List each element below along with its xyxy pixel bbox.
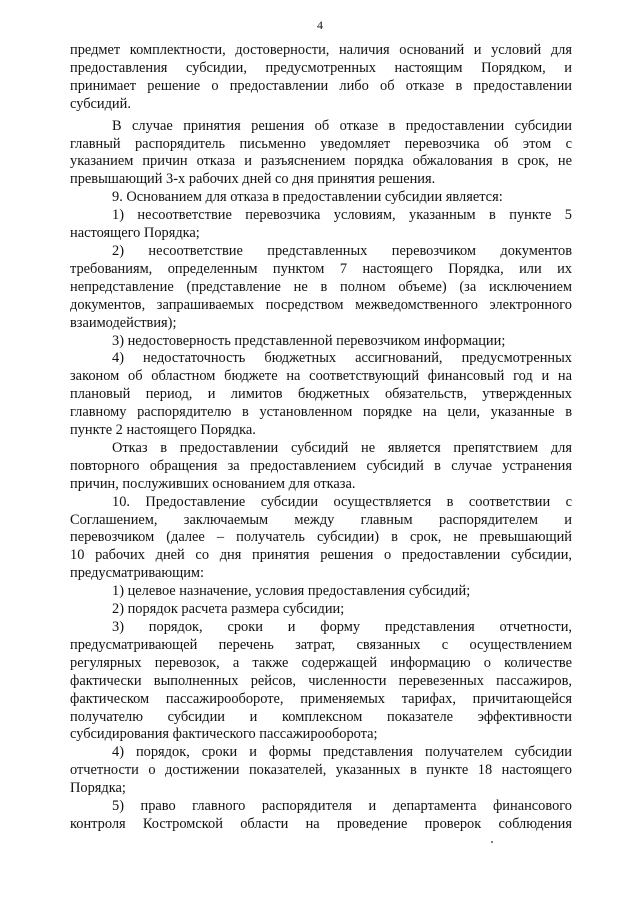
- text-line: Соглашением, заключаемым между главным распорядителем и: [70, 511, 572, 528]
- body-text: [70, 42, 572, 834]
- text-line: 4) недостаточность бюджетных ассигнований, предусмотренных: [112, 350, 572, 367]
- text-line: 5) право главного распорядителя и департамента финансового: [112, 798, 572, 815]
- text-line: перевозчиком (далее – получатель субсидии) в срок, не превышающий: [70, 529, 572, 546]
- text-line: 10 рабочих дней со дня принятия решения о предоставлении субсидии,: [70, 547, 572, 564]
- text-line: принимает решение о предоставлении либо об отказе в предоставлении: [70, 77, 572, 94]
- text-line: законом об областном бюджете на соответствующий финансовый год и на: [70, 368, 572, 385]
- text-line: повторного обращения за предоставлением субсидий в случае устранения: [70, 457, 572, 474]
- text-line: 1) целевое назначение, условия предоставления субсидий;: [112, 583, 471, 600]
- text-line: требованиям, определенным пунктом 7 настоящего Порядка, или их: [70, 260, 572, 277]
- text-line: главному распорядителю в установленном порядке на цели, указанные в: [70, 404, 572, 421]
- scan-dot: [491, 841, 493, 843]
- text-line: 2) несоответствие представленных перевозчиком документов: [112, 242, 572, 259]
- text-line: плановый период, и лимитов бюджетных обязательств, утвержденных: [70, 386, 572, 403]
- page-number: 4: [317, 18, 323, 32]
- text-line: 1) несоответствие перевозчика условиям, указанным в пункте 5: [112, 207, 572, 224]
- text-line: фактическом пассажирообороте, применяемых тарифах, причитающейся: [70, 690, 572, 707]
- text-line: непредставление (представление не в полном объеме) (за исключением: [70, 278, 572, 295]
- text-line: Отказ в предоставлении субсидий не является препятствием для: [112, 439, 572, 456]
- text-line: предмет комплектности, достоверности, наличия оснований и условий для: [70, 42, 572, 58]
- text-line: предусматривающей перечень затрат, связанных с осуществлением: [70, 636, 572, 653]
- text-line: субсидирования фактического пассажирооборота;: [70, 726, 378, 743]
- text-line: субсидий.: [70, 95, 131, 112]
- text-line: главный распорядитель письменно уведомляет перевозчика об этом с: [70, 135, 572, 152]
- text-line: 4) порядок, сроки и формы представления получателем субсидии: [112, 744, 572, 761]
- text-line: пункте 2 настоящего Порядка.: [70, 422, 256, 439]
- text-line: причин, послуживших основанием для отказа.: [70, 475, 356, 492]
- text-line: 3) порядок, сроки и форму представления отчетности,: [112, 619, 572, 635]
- text-line: фактически выполненных рейсов, численности перевезенных пассажиров,: [70, 672, 572, 689]
- text-line: настоящего Порядка;: [70, 225, 200, 242]
- text-line: регулярных перевозок, а также содержащей информацию о количестве: [70, 654, 572, 671]
- text-line: 10. Предоставление субсидии осуществляется в соответствии с: [112, 493, 572, 510]
- text-line: отчетности о достижении показателей, указанных в пункте 18 настоящего: [70, 762, 572, 779]
- text-line: 3) недостоверность представленной перевозчиком информации;: [112, 332, 506, 349]
- text-line: документов, запрашиваемых посредством межведомственного электронного: [70, 296, 572, 313]
- text-line: превышающий 3-х рабочих дней со дня принятия решения.: [70, 171, 436, 188]
- text-line: предусматривающим:: [70, 565, 205, 582]
- text-line: 9. Основанием для отказа в предоставлении субсидии является:: [112, 189, 503, 206]
- text-line: Порядка;: [70, 780, 126, 797]
- text-line: указанием причин отказа и разъяснением порядка обжалования в срок, не: [70, 153, 572, 170]
- text-line: 2) порядок расчета размера субсидии;: [112, 601, 345, 618]
- text-line: получателю субсидии и комплексном показателе эффективности: [70, 708, 572, 725]
- text-line: В случае принятия решения об отказе в предоставлении субсидии: [112, 117, 572, 134]
- text-line: контроля Костромской области на проведение проверок соблюдения: [70, 815, 572, 832]
- text-line: предоставления субсидии, предусмотренных настоящим Порядком, и: [70, 59, 572, 76]
- text-line: взаимодействия);: [70, 314, 177, 331]
